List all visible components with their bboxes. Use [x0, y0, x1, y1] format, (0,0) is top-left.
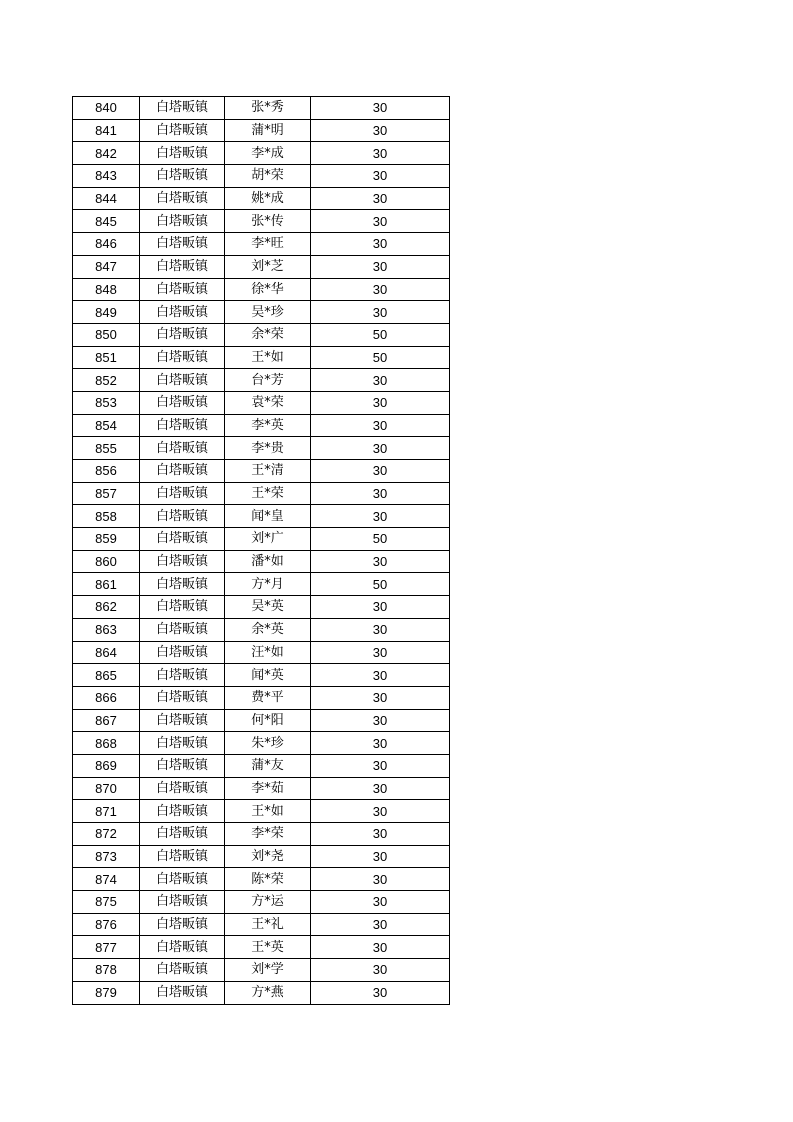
table-row [73, 686, 450, 709]
table-row [73, 391, 450, 414]
row-number-cell: 851 [73, 346, 140, 369]
amount-cell: 30 [311, 414, 450, 437]
row-number-cell: 870 [73, 777, 140, 800]
town-cell: 白塔畈镇 [140, 119, 225, 142]
amount-cell: 30 [311, 959, 450, 982]
name-cell: 张*秀 [225, 97, 311, 120]
table-row [73, 641, 450, 664]
town-cell: 白塔畈镇 [140, 913, 225, 936]
amount-cell: 30 [311, 119, 450, 142]
amount-cell: 30 [311, 800, 450, 823]
amount-cell: 30 [311, 845, 450, 868]
town-cell: 白塔畈镇 [140, 391, 225, 414]
amount-cell: 30 [311, 391, 450, 414]
town-cell: 白塔畈镇 [140, 97, 225, 120]
name-cell: 方*月 [225, 573, 311, 596]
town-cell: 白塔畈镇 [140, 754, 225, 777]
town-cell: 白塔畈镇 [140, 891, 225, 914]
name-cell: 王*清 [225, 460, 311, 483]
name-cell: 李*茹 [225, 777, 311, 800]
amount-cell: 30 [311, 641, 450, 664]
table-row [73, 460, 450, 483]
table-row [73, 754, 450, 777]
amount-cell: 30 [311, 777, 450, 800]
row-number-cell: 855 [73, 437, 140, 460]
town-cell: 白塔畈镇 [140, 596, 225, 619]
row-number-cell: 865 [73, 664, 140, 687]
table-row [73, 618, 450, 641]
row-number-cell: 853 [73, 391, 140, 414]
row-number-cell: 872 [73, 823, 140, 846]
town-cell: 白塔畈镇 [140, 641, 225, 664]
table-row [73, 97, 450, 120]
town-cell: 白塔畈镇 [140, 550, 225, 573]
town-cell: 白塔畈镇 [140, 823, 225, 846]
name-cell: 刘*广 [225, 528, 311, 551]
name-cell: 方*运 [225, 891, 311, 914]
town-cell: 白塔畈镇 [140, 618, 225, 641]
name-cell: 李*贵 [225, 437, 311, 460]
town-cell: 白塔畈镇 [140, 664, 225, 687]
row-number-cell: 841 [73, 119, 140, 142]
table-row [73, 891, 450, 914]
town-cell: 白塔畈镇 [140, 301, 225, 324]
town-cell: 白塔畈镇 [140, 369, 225, 392]
name-cell: 刘*尧 [225, 845, 311, 868]
name-cell: 余*英 [225, 618, 311, 641]
table-row [73, 709, 450, 732]
name-cell: 王*如 [225, 800, 311, 823]
name-cell: 王*如 [225, 346, 311, 369]
table-row [73, 323, 450, 346]
row-number-cell: 867 [73, 709, 140, 732]
town-cell: 白塔畈镇 [140, 482, 225, 505]
row-number-cell: 840 [73, 97, 140, 120]
row-number-cell: 854 [73, 414, 140, 437]
town-cell: 白塔畈镇 [140, 800, 225, 823]
amount-cell: 30 [311, 505, 450, 528]
town-cell: 白塔畈镇 [140, 414, 225, 437]
town-cell: 白塔畈镇 [140, 187, 225, 210]
row-number-cell: 868 [73, 732, 140, 755]
name-cell: 王*礼 [225, 913, 311, 936]
amount-cell: 50 [311, 528, 450, 551]
town-cell: 白塔畈镇 [140, 142, 225, 165]
row-number-cell: 856 [73, 460, 140, 483]
table-body [73, 97, 450, 1005]
amount-cell: 30 [311, 732, 450, 755]
row-number-cell: 842 [73, 142, 140, 165]
row-number-cell: 866 [73, 686, 140, 709]
town-cell: 白塔畈镇 [140, 278, 225, 301]
name-cell: 余*荣 [225, 323, 311, 346]
amount-cell: 30 [311, 301, 450, 324]
name-cell: 李*旺 [225, 233, 311, 256]
town-cell: 白塔畈镇 [140, 505, 225, 528]
amount-cell: 30 [311, 754, 450, 777]
row-number-cell: 843 [73, 165, 140, 188]
name-cell: 闻*英 [225, 664, 311, 687]
table-row [73, 187, 450, 210]
town-cell: 白塔畈镇 [140, 868, 225, 891]
town-cell: 白塔畈镇 [140, 346, 225, 369]
amount-cell: 30 [311, 936, 450, 959]
name-cell: 王*荣 [225, 482, 311, 505]
name-cell: 张*传 [225, 210, 311, 233]
table-row [73, 482, 450, 505]
amount-cell: 30 [311, 369, 450, 392]
row-number-cell: 875 [73, 891, 140, 914]
row-number-cell: 862 [73, 596, 140, 619]
town-cell: 白塔畈镇 [140, 732, 225, 755]
town-cell: 白塔畈镇 [140, 437, 225, 460]
name-cell: 王*英 [225, 936, 311, 959]
row-number-cell: 861 [73, 573, 140, 596]
table-row [73, 210, 450, 233]
data-table [72, 96, 450, 1005]
amount-cell: 30 [311, 210, 450, 233]
row-number-cell: 850 [73, 323, 140, 346]
amount-cell: 30 [311, 913, 450, 936]
row-number-cell: 848 [73, 278, 140, 301]
town-cell: 白塔畈镇 [140, 709, 225, 732]
table-row [73, 913, 450, 936]
amount-cell: 30 [311, 709, 450, 732]
name-cell: 何*阳 [225, 709, 311, 732]
name-cell: 李*荣 [225, 823, 311, 846]
row-number-cell: 869 [73, 754, 140, 777]
amount-cell: 50 [311, 573, 450, 596]
table-row [73, 505, 450, 528]
name-cell: 方*燕 [225, 981, 311, 1004]
town-cell: 白塔畈镇 [140, 210, 225, 233]
amount-cell: 30 [311, 255, 450, 278]
amount-cell: 30 [311, 142, 450, 165]
row-number-cell: 873 [73, 845, 140, 868]
row-number-cell: 877 [73, 936, 140, 959]
name-cell: 朱*珍 [225, 732, 311, 755]
table-row [73, 165, 450, 188]
row-number-cell: 849 [73, 301, 140, 324]
row-number-cell: 846 [73, 233, 140, 256]
amount-cell: 30 [311, 823, 450, 846]
table-row [73, 573, 450, 596]
row-number-cell: 876 [73, 913, 140, 936]
row-number-cell: 857 [73, 482, 140, 505]
row-number-cell: 845 [73, 210, 140, 233]
amount-cell: 30 [311, 550, 450, 573]
name-cell: 费*平 [225, 686, 311, 709]
amount-cell: 30 [311, 233, 450, 256]
name-cell: 台*芳 [225, 369, 311, 392]
town-cell: 白塔畈镇 [140, 255, 225, 278]
row-number-cell: 879 [73, 981, 140, 1004]
amount-cell: 30 [311, 97, 450, 120]
amount-cell: 30 [311, 460, 450, 483]
town-cell: 白塔畈镇 [140, 845, 225, 868]
name-cell: 陈*荣 [225, 868, 311, 891]
table-row [73, 823, 450, 846]
table-row [73, 233, 450, 256]
row-number-cell: 852 [73, 369, 140, 392]
table-row [73, 868, 450, 891]
row-number-cell: 878 [73, 959, 140, 982]
row-number-cell: 847 [73, 255, 140, 278]
town-cell: 白塔畈镇 [140, 165, 225, 188]
town-cell: 白塔畈镇 [140, 573, 225, 596]
table-row [73, 845, 450, 868]
table-row [73, 800, 450, 823]
table-row [73, 664, 450, 687]
name-cell: 蒲*明 [225, 119, 311, 142]
row-number-cell: 860 [73, 550, 140, 573]
amount-cell: 30 [311, 618, 450, 641]
table-row [73, 959, 450, 982]
name-cell: 胡*荣 [225, 165, 311, 188]
amount-cell: 30 [311, 664, 450, 687]
table-row [73, 936, 450, 959]
town-cell: 白塔畈镇 [140, 323, 225, 346]
table-row [73, 414, 450, 437]
town-cell: 白塔畈镇 [140, 777, 225, 800]
name-cell: 吴*英 [225, 596, 311, 619]
table-row [73, 732, 450, 755]
table-row [73, 981, 450, 1004]
row-number-cell: 871 [73, 800, 140, 823]
name-cell: 袁*荣 [225, 391, 311, 414]
table-row [73, 528, 450, 551]
amount-cell: 30 [311, 278, 450, 301]
town-cell: 白塔畈镇 [140, 460, 225, 483]
amount-cell: 30 [311, 686, 450, 709]
town-cell: 白塔畈镇 [140, 936, 225, 959]
table-row [73, 369, 450, 392]
amount-cell: 30 [311, 891, 450, 914]
table-row [73, 596, 450, 619]
row-number-cell: 864 [73, 641, 140, 664]
name-cell: 刘*学 [225, 959, 311, 982]
name-cell: 汪*如 [225, 641, 311, 664]
row-number-cell: 844 [73, 187, 140, 210]
amount-cell: 30 [311, 482, 450, 505]
amount-cell: 30 [311, 437, 450, 460]
amount-cell: 50 [311, 346, 450, 369]
name-cell: 闻*皇 [225, 505, 311, 528]
name-cell: 李*成 [225, 142, 311, 165]
table-row [73, 119, 450, 142]
table-row [73, 142, 450, 165]
row-number-cell: 874 [73, 868, 140, 891]
town-cell: 白塔畈镇 [140, 528, 225, 551]
town-cell: 白塔畈镇 [140, 981, 225, 1004]
table-row [73, 777, 450, 800]
name-cell: 徐*华 [225, 278, 311, 301]
amount-cell: 30 [311, 165, 450, 188]
town-cell: 白塔畈镇 [140, 686, 225, 709]
name-cell: 吴*珍 [225, 301, 311, 324]
amount-cell: 30 [311, 981, 450, 1004]
name-cell: 潘*如 [225, 550, 311, 573]
amount-cell: 50 [311, 323, 450, 346]
name-cell: 蒲*友 [225, 754, 311, 777]
row-number-cell: 863 [73, 618, 140, 641]
amount-cell: 30 [311, 596, 450, 619]
table-row [73, 301, 450, 324]
table-row [73, 437, 450, 460]
name-cell: 姚*成 [225, 187, 311, 210]
name-cell: 刘*芝 [225, 255, 311, 278]
amount-cell: 30 [311, 868, 450, 891]
row-number-cell: 858 [73, 505, 140, 528]
row-number-cell: 859 [73, 528, 140, 551]
town-cell: 白塔畈镇 [140, 959, 225, 982]
table-row [73, 255, 450, 278]
name-cell: 李*英 [225, 414, 311, 437]
amount-cell: 30 [311, 187, 450, 210]
table-row [73, 550, 450, 573]
table-row [73, 278, 450, 301]
table-row [73, 346, 450, 369]
town-cell: 白塔畈镇 [140, 233, 225, 256]
